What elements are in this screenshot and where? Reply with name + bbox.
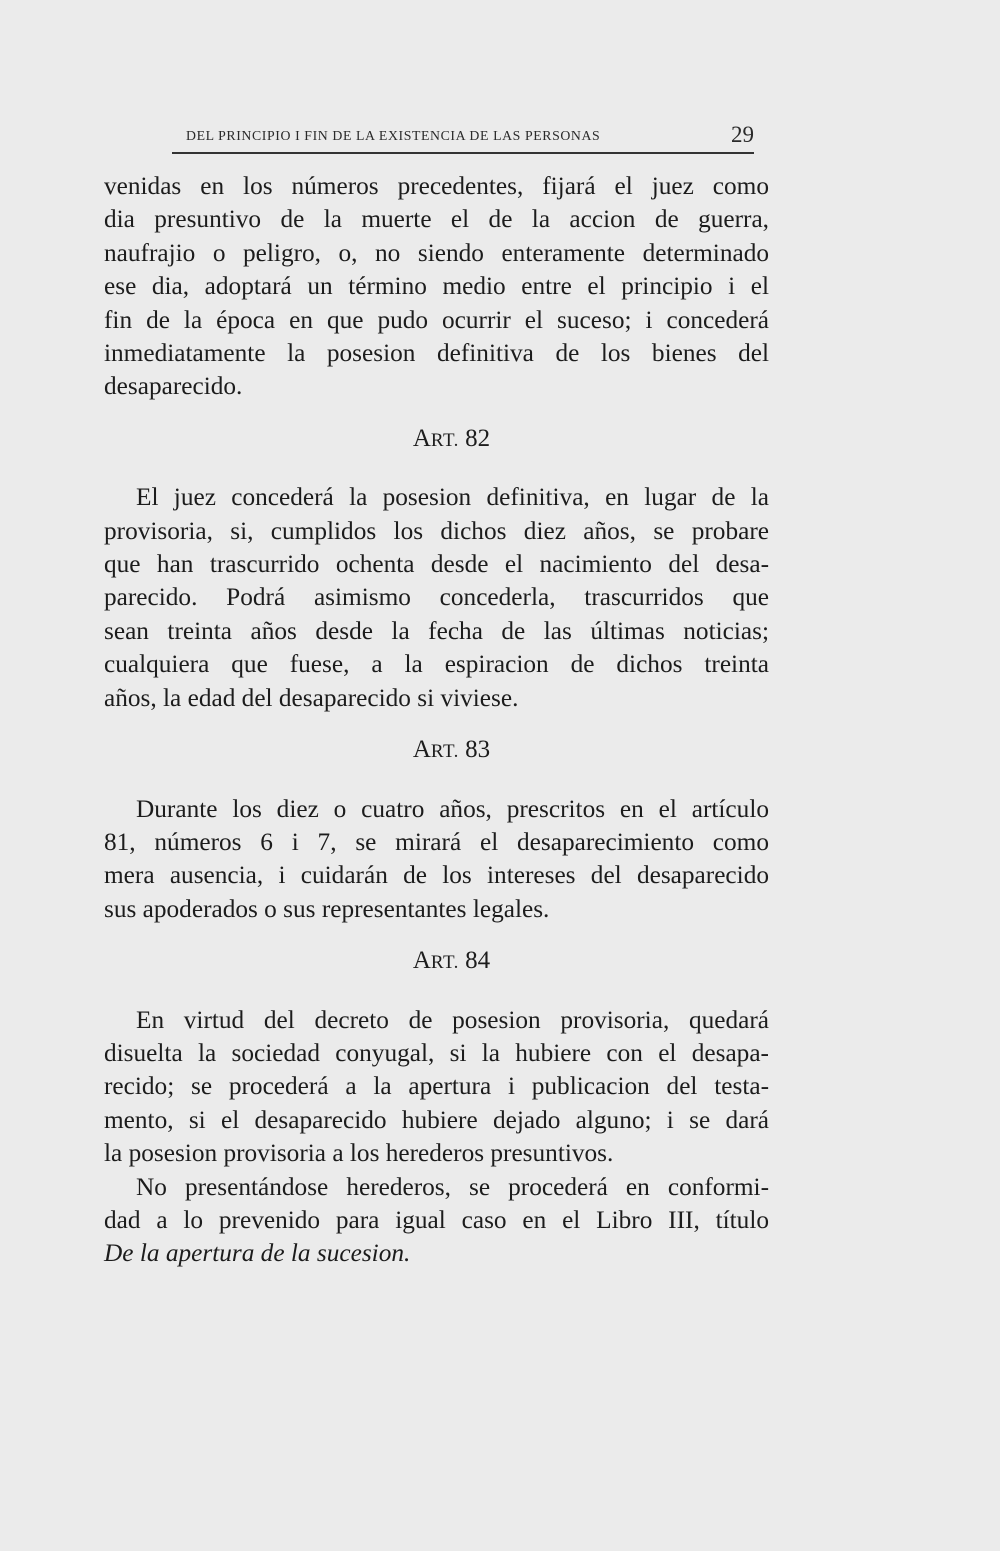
heading-initial: A bbox=[412, 947, 431, 975]
text-line: cualquiera que fuese, a la espiracion de dichos treinta bbox=[104, 650, 769, 679]
heading-initial: A bbox=[412, 736, 431, 764]
text-line: parecido. Podrá asimismo concederla, trascurridos que bbox=[104, 583, 769, 612]
text-line: disuelta la sociedad conyugal, si la hubiere con el desapa- bbox=[104, 1038, 769, 1067]
text-line: provisoria, si, cumplidos los dichos diez años, se probare bbox=[104, 516, 769, 545]
text-line: dad a lo prevenido para igual caso en el Libro III, título bbox=[104, 1205, 769, 1234]
text-line: que han trascurrido ochenta desde el nacimiento del desa- bbox=[104, 550, 769, 579]
text-line: fin de la época en que pudo ocurrir el suceso; i concederá bbox=[104, 305, 769, 334]
text-line: ese dia, adoptará un término medio entre el principio i el bbox=[104, 272, 769, 301]
article-paragraph bbox=[104, 793, 769, 927]
text-line: inmediatamente la posesion definitiva de los bienes del bbox=[104, 339, 769, 368]
text-line: desaparecido. bbox=[104, 372, 243, 401]
page-number: 29 bbox=[731, 122, 754, 147]
text-line: venidas en los números precedentes, fijará el juez como bbox=[104, 172, 769, 200]
text-line: sus apoderados o sus representantes legales. bbox=[104, 894, 550, 923]
running-head bbox=[172, 122, 754, 154]
heading-rest: RT. bbox=[430, 429, 459, 451]
text-line: la posesion provisoria a los herederos presuntivos. bbox=[104, 1139, 614, 1168]
text-line: No presentándose herederos, se procederá en conformi- bbox=[136, 1172, 769, 1201]
italic-title-line: De la apertura de la sucesion. bbox=[104, 1239, 411, 1268]
article-heading-83 bbox=[104, 733, 769, 768]
text-line: El juez concederá la posesion definitiva, en lugar de la bbox=[136, 483, 769, 512]
text-line: dia presuntivo de la muerte el de la accion de guerra, bbox=[104, 205, 769, 234]
text-line: mera ausencia, i cuidarán de los intereses del desaparecido bbox=[104, 861, 769, 890]
text-line: recido; se procederá a la apertura i publicacion del testa- bbox=[104, 1072, 769, 1101]
article-paragraph bbox=[104, 481, 769, 715]
heading-number: 84 bbox=[465, 947, 491, 975]
article-paragraph bbox=[104, 1004, 769, 1171]
article-heading-82 bbox=[104, 422, 769, 457]
text-line: En virtud del decreto de posesion provisoria, quedará bbox=[136, 1005, 769, 1034]
heading-rest: RT. bbox=[430, 741, 459, 763]
heading-initial: A bbox=[412, 424, 431, 452]
text-line: Durante los diez o cuatro años, prescritos en el artículo bbox=[136, 794, 769, 823]
text-line: sean treinta años desde la fecha de las últimas noticias; bbox=[104, 616, 769, 645]
text-line: naufrajio o peligro, o, no siendo enteramente determinado bbox=[104, 238, 769, 267]
text-line: años, la edad del desaparecido si viviese. bbox=[104, 683, 519, 712]
text-block bbox=[104, 170, 769, 1271]
running-title: DEL PRINCIPIO I FIN DE LA EXISTENCIA DE LAS PERSONAS bbox=[186, 128, 601, 143]
continuation-paragraph bbox=[104, 170, 769, 404]
article-heading-84 bbox=[104, 944, 769, 979]
heading-number: 82 bbox=[465, 424, 491, 452]
text-line: mento, si el desaparecido hubiere dejado alguno; i se dará bbox=[104, 1105, 769, 1134]
heading-rest: RT. bbox=[430, 952, 459, 974]
article-paragraph bbox=[104, 1171, 769, 1271]
text-line: 81, números 6 i 7, se mirará el desaparecimiento como bbox=[104, 827, 769, 856]
heading-number: 83 bbox=[465, 736, 491, 764]
